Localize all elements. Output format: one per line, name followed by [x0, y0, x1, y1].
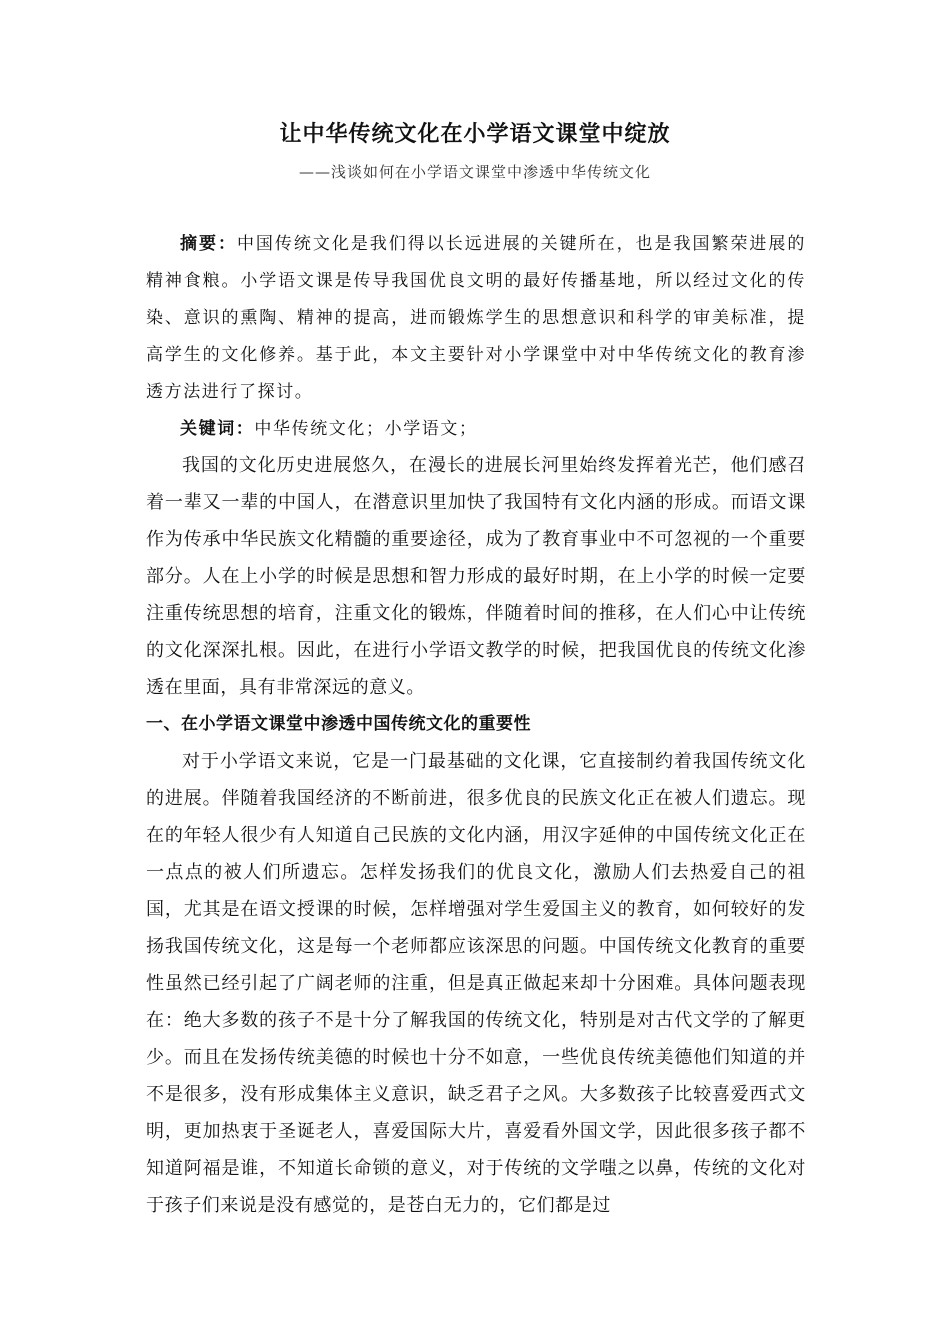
document-title: 让中华传统文化在小学语文课堂中绽放: [279, 122, 671, 147]
section-paragraph: 对于小学语文来说，它是一门最基础的文化课，它直接制约着我国传统文化的进展。伴随着我国经济的不断前进，很多优良的民族文化正在被人们遗忘。现在的年轻人很少有人知道自己民族的文化内涵，用汉字延伸的中国传统文化正在一点点的被人们所遗忘。怎样发扬我们的优良文化，激励人们去热爱自己的祖国，尤其是在语文授课的时候，怎样增强对学生爱国主义的教育，如何较好的发扬我国传统文化，这是每一个老师都应该深思的问题。中国传统文化教育的重要性虽然已经引起了广阔老师的注重，但是真正做起来却十分困难。具体问题表现在：绝大多数的孩子不是十分了解我国的传统文化，特别是对古代文学的了解更少。而且在发扬传统美德的时候也十分不如意，一些优良传统美德他们知道的并不是很多，没有形成集体主义意识，缺乏君子之风。大多数孩子比较喜爱西式文明，更加热衷于圣诞老人，喜爱国际大片，喜爱看外国文学，因此很多孩子都不知道阿福是谁，不知道长命锁的意义，对于传统的文学嗤之以鼻，传统的文化对于孩子们来说是没有感觉的，是苍白无力的，它们都是过: [146, 751, 806, 1216]
keywords-label: 关键词：: [180, 419, 255, 439]
keywords-paragraph: [146, 411, 806, 448]
abstract-section: [146, 226, 806, 448]
intro-paragraph: 我国的文化历史进展悠久，在漫长的进展长河里始终发挥着光芒，他们感召着一辈又一辈的中国人，在潜意识里加快了我国特有文化内涵的形成。而语文课作为传承中华民族文化精髓的重要途径，成为了教育事业中不可忽视的一个重要部分。人在上小学的时候是思想和智力形成的最好时期，在上小学的时候一定要注重传统思想的培育，注重文化的锻炼，伴随着时间的推移，在人们心中让传统的文化深深扎根。因此，在进行小学语文教学的时候，把我国优良的传统文化渗透在里面，具有非常深远的意义。: [146, 455, 806, 698]
abstract-paragraph: [146, 226, 806, 411]
keywords-text: 中华传统文化；小学语文；: [254, 419, 478, 439]
document-subtitle: ——浅谈如何在小学语文课堂中渗透中华传统文化: [298, 163, 651, 181]
section-heading: 一、在小学语文课堂中渗透中国传统文化的重要性: [146, 714, 531, 734]
abstract-label: 摘要：: [180, 234, 237, 254]
abstract-text: 中国传统文化是我们得以长远进展的关键所在，也是我国繁荣进展的精神食粮。小学语文课是传导我国优良文明的最好传播基地，所以经过文化的传染、意识的熏陶、精神的提高，进而锻炼学生的思想意识和科学的审美标准，提高学生的文化修养。基于此，本文主要针对小学课堂中对中华传统文化的教育渗透方法进行了探讨。: [146, 234, 806, 402]
body-section: [146, 447, 806, 1224]
